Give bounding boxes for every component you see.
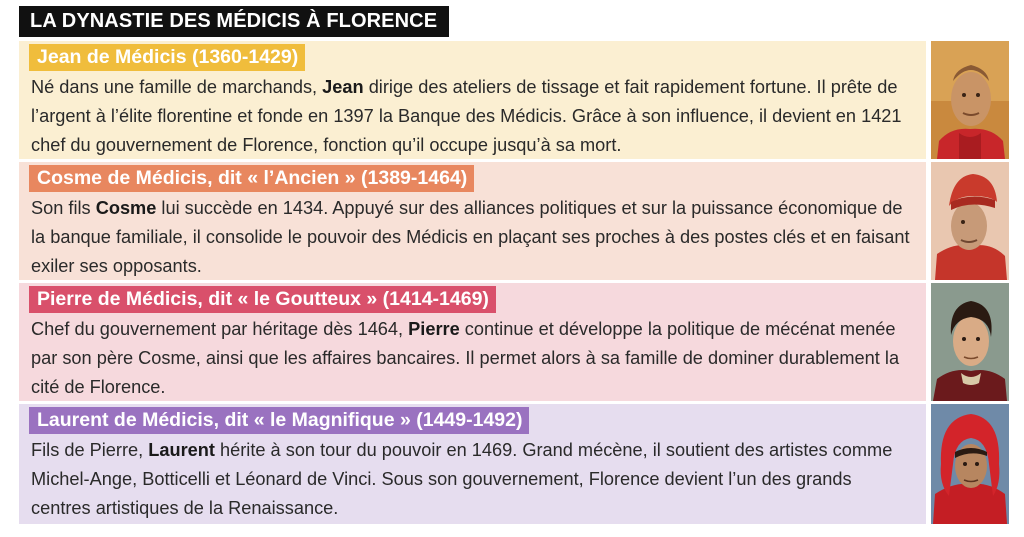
card-pierre-name: Pierre de Médicis, dit « le Goutteux » (1414-1469) <box>29 286 496 313</box>
card-cosme-text-after: lui succède en 1434. Appuyé sur des alliances politiques et sur la puissance économique de la banque familiale, il consolide le pouvoir des Médicis en plaçant ses proches à des postes clés et en faisant exiler ses opposants. <box>31 198 910 276</box>
card-laurent-text-after: hérite à son tour du pouvoir en 1469. Grand mécène, il soutient des artistes comme Michel-Ange, Botticelli et Léonard de Vinci. Sous son gouvernement, Florence devient l’un des grands centres artistiques de la Renaissance. <box>31 440 893 518</box>
card-jean-name: Jean de Médicis (1360-1429) <box>29 44 305 71</box>
card-cosme-text-before: Son fils <box>31 198 96 218</box>
card-jean-body <box>31 73 912 159</box>
card-laurent-body <box>31 436 912 523</box>
card-jean-text-area <box>19 41 926 159</box>
card-jean-text-before: Né dans une famille de marchands, <box>31 77 323 97</box>
card-laurent-bold-name: Laurent <box>148 440 215 460</box>
card-pierre <box>19 283 1009 401</box>
card-cosme <box>19 162 1009 280</box>
page-title: LA DYNASTIE DES MÉDICIS À FLORENCE <box>19 6 449 37</box>
card-cosme-name: Cosme de Médicis, dit « l’Ancien » (1389-1464) <box>29 165 474 192</box>
card-laurent-text-before: Fils de Pierre, <box>31 440 149 460</box>
card-jean-bold-name: Jean <box>322 77 364 97</box>
card-cosme-bold-name: Cosme <box>95 198 157 218</box>
portrait-pierre-icon <box>931 283 1009 401</box>
card-laurent-text-area <box>19 404 926 524</box>
card-pierre-body <box>31 315 912 401</box>
card-laurent <box>19 404 1009 524</box>
card-pierre-text-after: continue et développe la politique de mécénat menée par son père Cosme, ainsi que les affaires bancaires. Il permet alors à sa famille de dominer durablement la cité de Florence. <box>31 319 900 397</box>
card-pierre-text-area <box>19 283 926 401</box>
card-pierre-text-before: Chef du gouvernement par héritage dès 1464, <box>31 319 409 339</box>
card-cosme-text-area <box>19 162 926 280</box>
portrait-cosme-icon <box>931 162 1009 280</box>
card-jean-text-after: dirige des ateliers de tissage et fait rapidement fortune. Il prête de l’argent à l’élite florentine et fonde en 1397 la Banque des Médicis. Grâce à son influence, il devient en 1421 chef du gouvernement de Florence, fonction qu’il occupe jusqu’à sa mort. <box>31 77 902 155</box>
card-pierre-bold-name: Pierre <box>408 319 460 339</box>
card-cosme-body <box>31 194 912 280</box>
portrait-laurent-icon <box>931 404 1009 524</box>
card-jean <box>19 41 1009 159</box>
portrait-jean-icon <box>931 41 1009 159</box>
card-laurent-name: Laurent de Médicis, dit « le Magnifique » (1449-1492) <box>29 407 529 434</box>
